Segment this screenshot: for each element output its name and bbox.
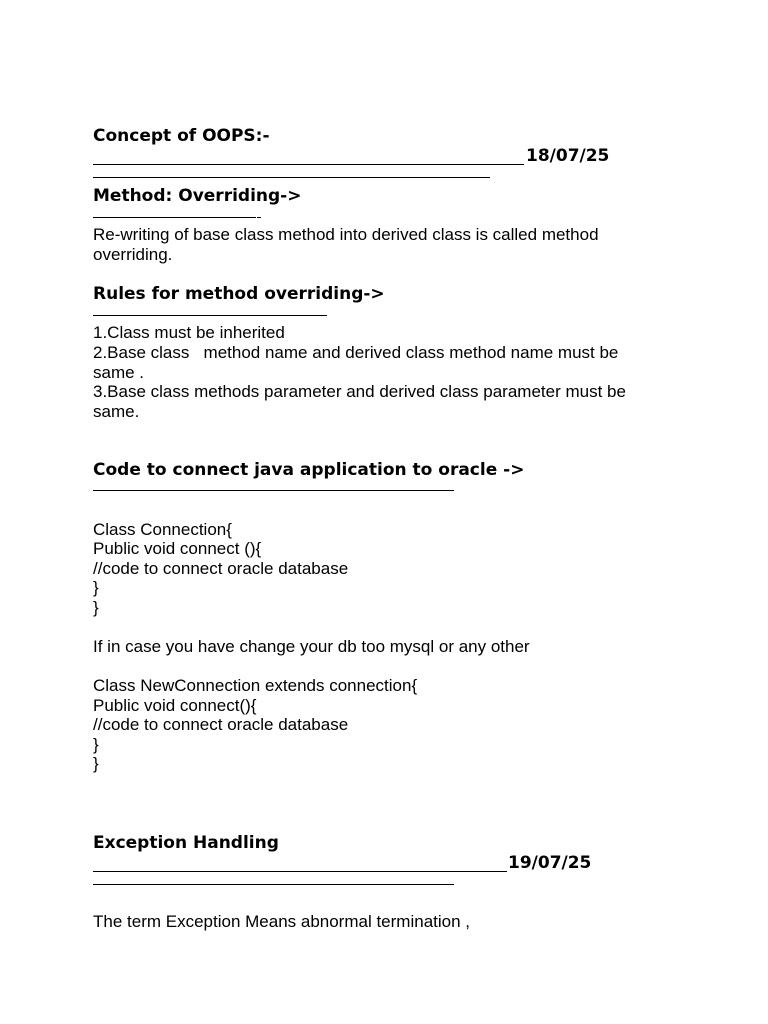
code-line: Class NewConnection extends connection{ bbox=[93, 676, 418, 695]
rule-item: same . bbox=[93, 363, 145, 382]
underline-rule bbox=[93, 217, 256, 218]
divider-line bbox=[93, 884, 454, 885]
underline-tick bbox=[257, 217, 261, 218]
date-1: 18/07/25 bbox=[526, 146, 610, 166]
code-line: //code to connect oracle database bbox=[93, 715, 349, 734]
definition-line: overriding. bbox=[93, 245, 173, 264]
definition-line: Re-writing of base class method into derived class is called method bbox=[93, 225, 599, 244]
method-title: Method: Overriding-> bbox=[93, 186, 302, 206]
code-line: Public void connect (){ bbox=[93, 539, 262, 558]
rule-item: 3.Base class methods parameter and derived class parameter must be bbox=[93, 382, 626, 401]
code-line: Class Connection{ bbox=[93, 520, 232, 539]
code-line: } bbox=[93, 578, 99, 597]
concept-title: Concept of OOPS:- bbox=[93, 126, 270, 146]
code-line: //code to connect oracle database bbox=[93, 559, 349, 578]
underline-rule bbox=[93, 315, 327, 316]
rule-item: same. bbox=[93, 402, 140, 421]
code-line: Public void connect(){ bbox=[93, 696, 257, 715]
code-line: } bbox=[93, 735, 99, 754]
divider-line bbox=[93, 871, 507, 872]
code-title: Code to connect java application to oracle -> bbox=[93, 460, 525, 480]
divider-line bbox=[93, 164, 524, 165]
code-line: } bbox=[93, 754, 99, 773]
exception-title: Exception Handling bbox=[93, 833, 279, 853]
exception-definition: The term Exception Means abnormal termination , bbox=[93, 912, 471, 931]
rule-item: 2.Base class method name and derived class method name must be bbox=[93, 343, 619, 362]
change-note: If in case you have change your db too mysql or any other bbox=[93, 637, 530, 656]
code-line: } bbox=[93, 598, 99, 617]
date-2: 19/07/25 bbox=[508, 853, 592, 873]
divider-line bbox=[93, 177, 490, 178]
rule-item: 1.Class must be inherited bbox=[93, 323, 285, 342]
underline-rule bbox=[93, 490, 454, 491]
rules-title: Rules for method overriding-> bbox=[93, 284, 385, 304]
